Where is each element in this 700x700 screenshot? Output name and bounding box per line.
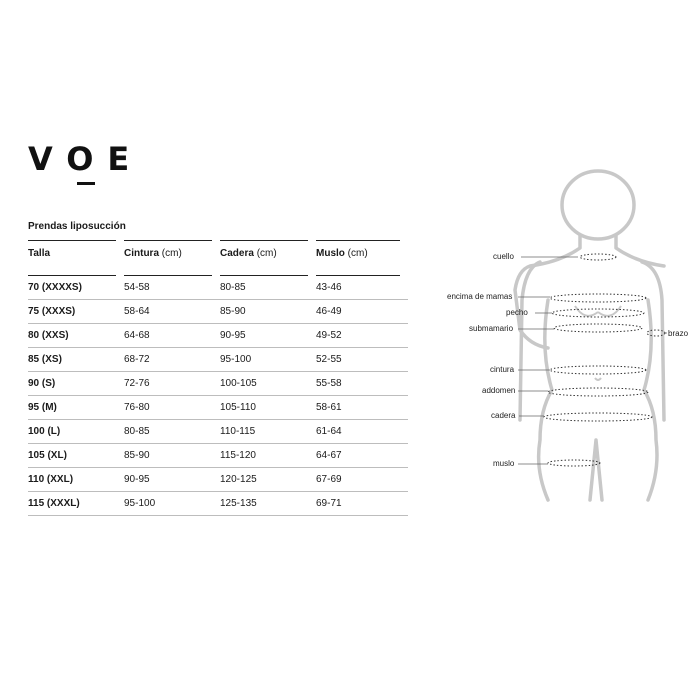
size-cell: 75 (XXXS) xyxy=(28,300,124,324)
cintura-cell: 68-72 xyxy=(124,348,220,372)
size-cell: 95 (M) xyxy=(28,396,124,420)
muslo-cell: 58-61 xyxy=(316,396,408,420)
label-muslo: muslo xyxy=(493,459,515,468)
cadera-cell: 125-135 xyxy=(220,492,316,516)
head-outline xyxy=(562,171,634,239)
cintura-cell: 54-58 xyxy=(124,276,220,300)
label-cintura: cintura xyxy=(490,365,515,374)
table-row xyxy=(28,444,408,468)
torso-left-outline xyxy=(539,300,552,500)
header-cintura: Cintura (cm) xyxy=(124,240,220,276)
brand-logo: VOE xyxy=(28,140,144,178)
cadera-cell: 110-115 xyxy=(220,420,316,444)
size-cell: 105 (XL) xyxy=(28,444,124,468)
size-cell: 100 (L) xyxy=(28,420,124,444)
table-row xyxy=(28,300,408,324)
size-cell: 85 (XS) xyxy=(28,348,124,372)
body-measurement-figure xyxy=(420,160,700,520)
navel xyxy=(595,378,601,380)
cintura-cell: 85-90 xyxy=(124,444,220,468)
cadera-cell: 90-95 xyxy=(220,324,316,348)
table-row xyxy=(28,348,408,372)
table-row xyxy=(28,420,408,444)
cadera-measure xyxy=(544,413,652,421)
breast-left-outline xyxy=(575,306,598,316)
label-cuello: cuello xyxy=(493,252,514,261)
muslo-cell: 61-64 xyxy=(316,420,408,444)
cintura-cell: 58-64 xyxy=(124,300,220,324)
cintura-cell: 76-80 xyxy=(124,396,220,420)
cadera-cell: 95-100 xyxy=(220,348,316,372)
cintura-measure xyxy=(550,366,646,374)
addomen-measure xyxy=(548,388,648,396)
muslo-cell: 43-46 xyxy=(316,276,408,300)
label-brazo: brazo xyxy=(668,329,689,338)
table-row xyxy=(28,492,408,516)
size-cell: 90 (S) xyxy=(28,372,124,396)
muslo-cell: 69-71 xyxy=(316,492,408,516)
table-row xyxy=(28,468,408,492)
table-row xyxy=(28,324,408,348)
size-cell: 80 (XXS) xyxy=(28,324,124,348)
cuello-measure xyxy=(580,254,616,260)
header-talla: Talla xyxy=(28,240,124,276)
table-row xyxy=(28,276,408,300)
muslo-cell: 64-67 xyxy=(316,444,408,468)
cadera-cell: 115-120 xyxy=(220,444,316,468)
breast-right-outline xyxy=(598,306,621,316)
logo-underline xyxy=(77,182,95,185)
muslo-cell: 55-58 xyxy=(316,372,408,396)
cintura-cell: 80-85 xyxy=(124,420,220,444)
table-header-row xyxy=(28,240,408,276)
header-cadera: Cadera (cm) xyxy=(220,240,316,276)
muslo-cell: 49-52 xyxy=(316,324,408,348)
size-cell: 110 (XXL) xyxy=(28,468,124,492)
label-submamario: submamario xyxy=(469,324,514,333)
muslo-cell: 46-49 xyxy=(316,300,408,324)
cadera-cell: 85-90 xyxy=(220,300,316,324)
cintura-cell: 90-95 xyxy=(124,468,220,492)
inner-legs-outline xyxy=(590,440,602,500)
cintura-cell: 64-68 xyxy=(124,324,220,348)
cadera-cell: 100-105 xyxy=(220,372,316,396)
cadera-cell: 105-110 xyxy=(220,396,316,420)
cadera-cell: 80-85 xyxy=(220,276,316,300)
size-chart-table xyxy=(28,240,408,516)
label-cadera: cadera xyxy=(491,411,516,420)
muslo-cell: 67-69 xyxy=(316,468,408,492)
cadera-cell: 120-125 xyxy=(220,468,316,492)
right-arm-outline xyxy=(642,262,664,420)
label-pecho: pecho xyxy=(506,308,528,317)
cintura-cell: 95-100 xyxy=(124,492,220,516)
size-cell: 70 (XXXXS) xyxy=(28,276,124,300)
muslo-cell: 52-55 xyxy=(316,348,408,372)
submamario-measure xyxy=(554,324,642,332)
table-title: Prendas liposucción xyxy=(28,221,126,232)
encima-measure xyxy=(550,294,646,302)
label-encima-de-mamas: encima de mamas xyxy=(447,292,513,301)
size-cell: 115 (XXXL) xyxy=(28,492,124,516)
table-row xyxy=(28,372,408,396)
table-row xyxy=(28,396,408,420)
header-muslo: Muslo (cm) xyxy=(316,240,408,276)
label-addomen: addomen xyxy=(482,386,516,395)
cintura-cell: 72-76 xyxy=(124,372,220,396)
